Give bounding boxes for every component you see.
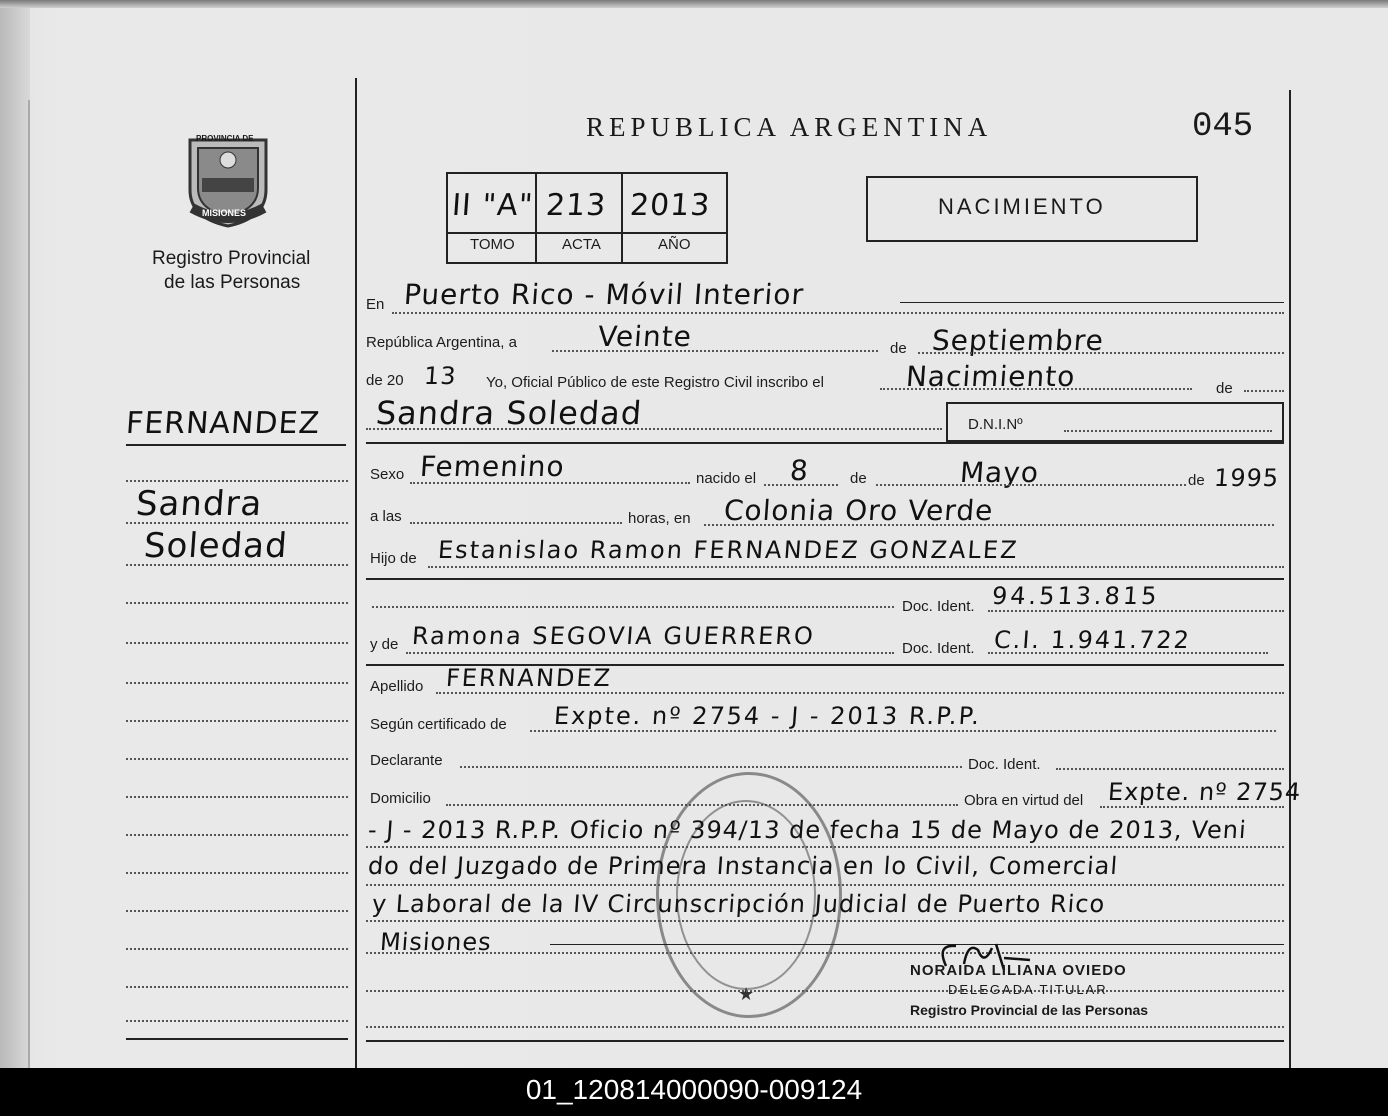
en-value: Puerto Rico - Móvil Interior (402, 278, 806, 311)
form-line (366, 428, 942, 430)
yo-label: Yo, Oficial Público de este Registro Civil inscribo el (486, 374, 824, 391)
form-line (410, 482, 690, 484)
margin-line (126, 522, 348, 524)
text-line-2: do del Juzgado de Primera Instancia en lo Civil, Comercial (367, 852, 1120, 880)
form-line (918, 352, 1284, 354)
margin-name1: Sandra (134, 484, 264, 524)
margin-line (126, 796, 348, 798)
apellido-value: FERNANDEZ (445, 664, 614, 692)
acta-value: 213 (544, 188, 608, 223)
madre-value: Ramona SEGOVIA GUERRERO (411, 622, 816, 650)
form-line (366, 846, 1284, 848)
margin-line (126, 564, 348, 566)
form-line (366, 884, 1284, 886)
madre-doc: C.I. 1.941.722 (993, 626, 1192, 654)
tomo-value: II "A" (450, 188, 535, 223)
nacido-ano: 1995 (1213, 464, 1281, 492)
form-line (900, 302, 1284, 303)
dni-line (1064, 430, 1272, 432)
obra-value: Expte. nº 2754 (1107, 778, 1303, 806)
text-line-3: y Laboral de la IV Circunscripción Judicial de Puerto Rico (371, 890, 1107, 918)
form-line (988, 652, 1268, 654)
padre-doc: 94.513.815 (991, 582, 1161, 610)
section-rule (366, 442, 1284, 444)
de20-label: de 20 (366, 372, 404, 389)
form-line (366, 920, 1284, 922)
registry-col-sep (621, 172, 623, 262)
apellido-label: Apellido (370, 678, 424, 695)
logo-bottom-text: MISIONES (202, 208, 247, 218)
form-line (410, 522, 622, 524)
nacido-label: nacido el (696, 470, 757, 487)
margin-line (126, 910, 348, 912)
form-line (392, 312, 1284, 314)
margin-rule (126, 444, 346, 446)
form-line (1244, 390, 1284, 392)
form-line (366, 1026, 1284, 1028)
horas-label: horas, en (628, 510, 691, 527)
obra-label: Obra en virtud del (964, 792, 1084, 809)
declarante-label: Declarante (370, 752, 443, 769)
form-line (372, 606, 894, 608)
de-label4: de (1188, 472, 1205, 489)
tomo-label: TOMO (470, 236, 515, 253)
en-label: En (366, 296, 385, 313)
alas-label: a las (370, 508, 402, 525)
form-line (1056, 768, 1284, 770)
inscribo-value: Nacimiento (904, 360, 1077, 393)
form-line (406, 652, 894, 654)
form-line (428, 566, 1284, 568)
text-line-1: - J - 2013 R.P.P. Oficio nº 394/13 de fecha 15 de Mayo de 2013, Veni (367, 816, 1248, 844)
form-line (460, 766, 962, 768)
form-line (1100, 806, 1284, 808)
republica-label: República Argentina, a (366, 334, 517, 351)
docident-label3: Doc. Ident. (968, 756, 1041, 773)
hijo-label: Hijo de (370, 550, 417, 567)
segun-value: Expte. nº 2754 - J - 2013 R.P.P. (553, 702, 983, 730)
nombre-value: Sandra Soledad (374, 394, 644, 432)
logo-top-text: PROVINCIA DE (196, 134, 254, 143)
margin-line (126, 602, 348, 604)
docident-label2: Doc. Ident. (902, 640, 975, 657)
acta-label: ACTA (562, 236, 601, 253)
margin-name2: Soledad (142, 526, 290, 566)
margin-line (126, 986, 348, 988)
dia-value: Veinte (596, 320, 694, 353)
top-shadow (0, 0, 1388, 8)
de-label: de (890, 340, 907, 357)
form-line (436, 692, 1284, 694)
registry-col-sep (535, 172, 537, 262)
de-label3: de (850, 470, 867, 487)
form-line (366, 952, 1284, 954)
section-rule (366, 1040, 1284, 1042)
margin-line (126, 872, 348, 874)
form-line (366, 990, 1284, 992)
sexo-label: Sexo (370, 466, 405, 483)
registry-row-sep (446, 232, 726, 234)
left-divider (355, 78, 357, 1068)
nacido-mes: Mayo (958, 456, 1041, 489)
mes-value: Septiembre (930, 324, 1106, 357)
document-id: 01_120814000090-009124 (0, 1068, 1388, 1116)
signer-name: NORAIDA LILIANA OVIEDO (910, 962, 1127, 979)
form-line (704, 524, 1274, 526)
form-line (550, 944, 1284, 945)
agency-name: Registro Provincial (152, 248, 311, 269)
margin-rule (126, 1038, 348, 1040)
country-title: REPUBLICA ARGENTINA (586, 112, 993, 142)
margin-line (126, 720, 348, 722)
record-type: NACIMIENTO (938, 194, 1106, 219)
margin-surname: FERNANDEZ (124, 406, 322, 441)
ano-value: 2013 (628, 188, 712, 223)
form-line (552, 350, 878, 352)
dni-label: D.N.I.Nº (968, 416, 1023, 433)
margin-line (126, 1020, 348, 1022)
margin-line (126, 682, 348, 684)
section-rule (366, 578, 1284, 580)
de-label2: de (1216, 380, 1233, 397)
margin-line (126, 642, 348, 644)
form-line (530, 730, 1276, 732)
nacido-dia: 8 (788, 454, 810, 487)
margin-line (126, 834, 348, 836)
ano-value: 13 (423, 362, 458, 390)
form-line (880, 388, 1192, 390)
folio-number: 045 (1192, 108, 1254, 146)
form-line (764, 484, 838, 486)
ano-label: AÑO (658, 236, 691, 253)
lugar-value: Colonia Oro Verde (722, 494, 995, 527)
sexo-value: Femenino (418, 450, 566, 483)
right-divider (1289, 90, 1291, 1068)
domicilio-label: Domicilio (370, 790, 431, 807)
page-edge (28, 100, 30, 1068)
docident-label: Doc. Ident. (902, 598, 975, 615)
stamp-star-icon: ★ (738, 984, 755, 1004)
segun-label: Según certificado de (370, 716, 507, 733)
padre-value: Estanislao Ramon FERNANDEZ GONZALEZ (437, 536, 1020, 564)
form-line (876, 484, 1186, 486)
text-line-4: Misiones (379, 928, 493, 956)
form-line (988, 610, 1284, 612)
margin-line (126, 480, 348, 482)
binding-edge (0, 0, 30, 1068)
signer-title: DELEGADA TITULAR (948, 982, 1108, 997)
margin-line (126, 948, 348, 950)
agency-name-2: de las Personas (164, 272, 301, 293)
yde-label: y de (370, 636, 399, 653)
signer-agency: Registro Provincial de las Personas (910, 1002, 1149, 1018)
margin-line (126, 758, 348, 760)
